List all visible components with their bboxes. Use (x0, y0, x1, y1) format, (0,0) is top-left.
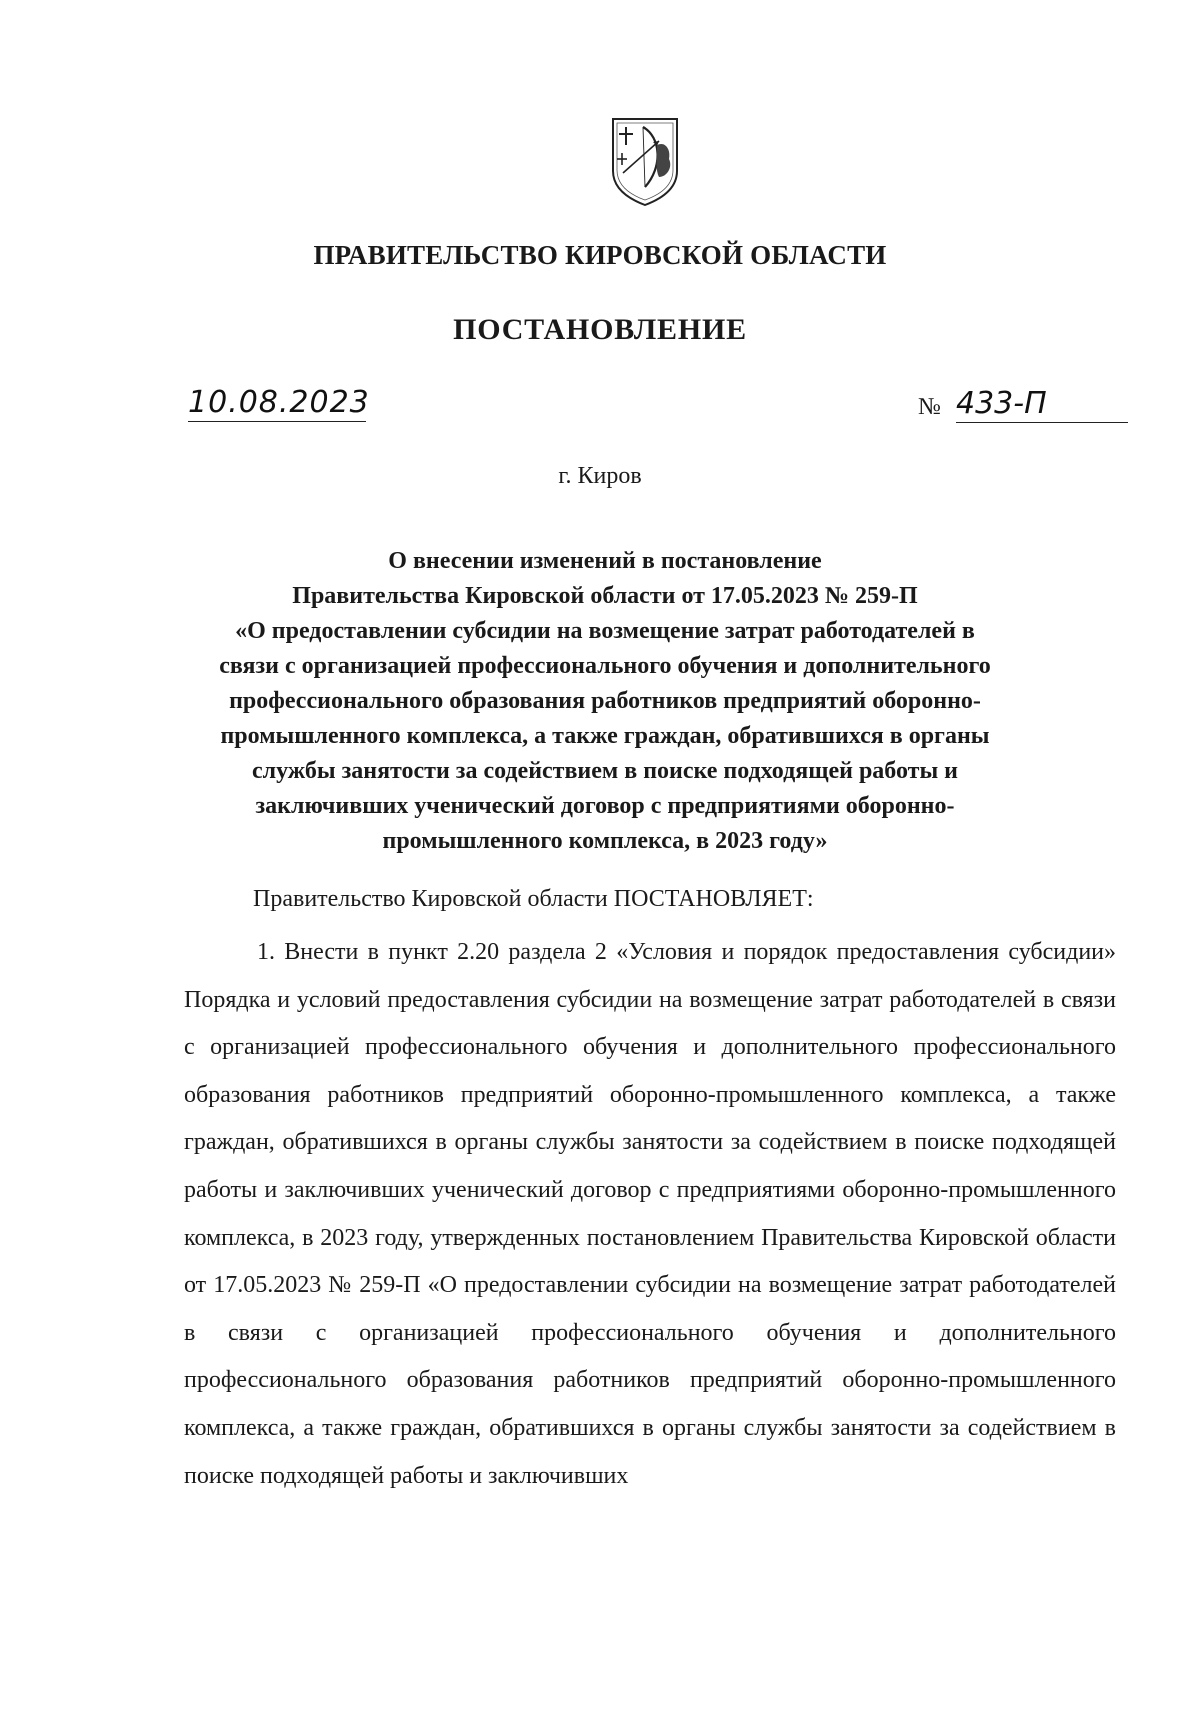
document-number-field (918, 386, 1128, 428)
subject-line: «О предоставлении субсидии на возмещение затрат работодателей в (235, 618, 975, 644)
organization-title: ПРАВИТЕЛЬСТВО КИРОВСКОЙ ОБЛАСТИ (313, 240, 887, 270)
subject-line: О внесении изменений в постановление (388, 548, 822, 574)
document-subject (150, 544, 1060, 859)
number-sign: № (918, 394, 941, 420)
subject-line: Правительства Кировской области от 17.05.2023 № 259-П (292, 583, 918, 609)
paragraph-1: 1. Внести в пункт 2.20 раздела 2 «Условия и порядок предоставления субсидии» Порядка и условий предоставления субсидии на возмещение затрат работодателей в связи с организацией профессионального обучения и дополнительного профессионального образования работников предприятий оборонно-промышленного комплекса, а также граждан, обратившихся в органы службы занятости за содействием в поиске подходящей работы и заключивших ученический договор с предприятиями оборонно-промышленного комплекса, в 2023 году, утвержденных постановлением Правительства Кировской области от 17.05.2023 № 259-П «О предоставлении субсидии на возмещение затрат работодателей в связи с организацией профессионального обучения и дополнительного профессионального образования работников предприятий оборонно-промышленного комплекса, а также граждан, обратившихся в органы службы занятости за содействием в поиске подходящей работы и заключивших (184, 939, 1116, 1489)
subject-line: связи с организацией профессионального обучения и дополнительного (219, 653, 991, 679)
document-date: 10.08.2023 (188, 385, 370, 420)
subject-line: промышленного комплекса, а также граждан, обратившихся в органы (220, 723, 990, 749)
coat-of-arms-icon (609, 115, 681, 207)
subject-line: заключивших ученический договор с предприятиями оборонно- (255, 793, 955, 819)
city-label: г. Киров (558, 463, 642, 489)
subject-line: промышленного комплекса, в 2023 году» (382, 828, 828, 854)
subject-line: профессионального образования работников предприятий оборонно- (229, 688, 981, 714)
subject-line: службы занятости за содействием в поиске подходящей работы и (251, 758, 959, 784)
document-number: 433-П (956, 386, 1128, 423)
document-type: ПОСТАНОВЛЕНИЕ (453, 313, 747, 346)
preamble: Правительство Кировской области ПОСТАНОВЛЯЕТ: (253, 886, 814, 912)
